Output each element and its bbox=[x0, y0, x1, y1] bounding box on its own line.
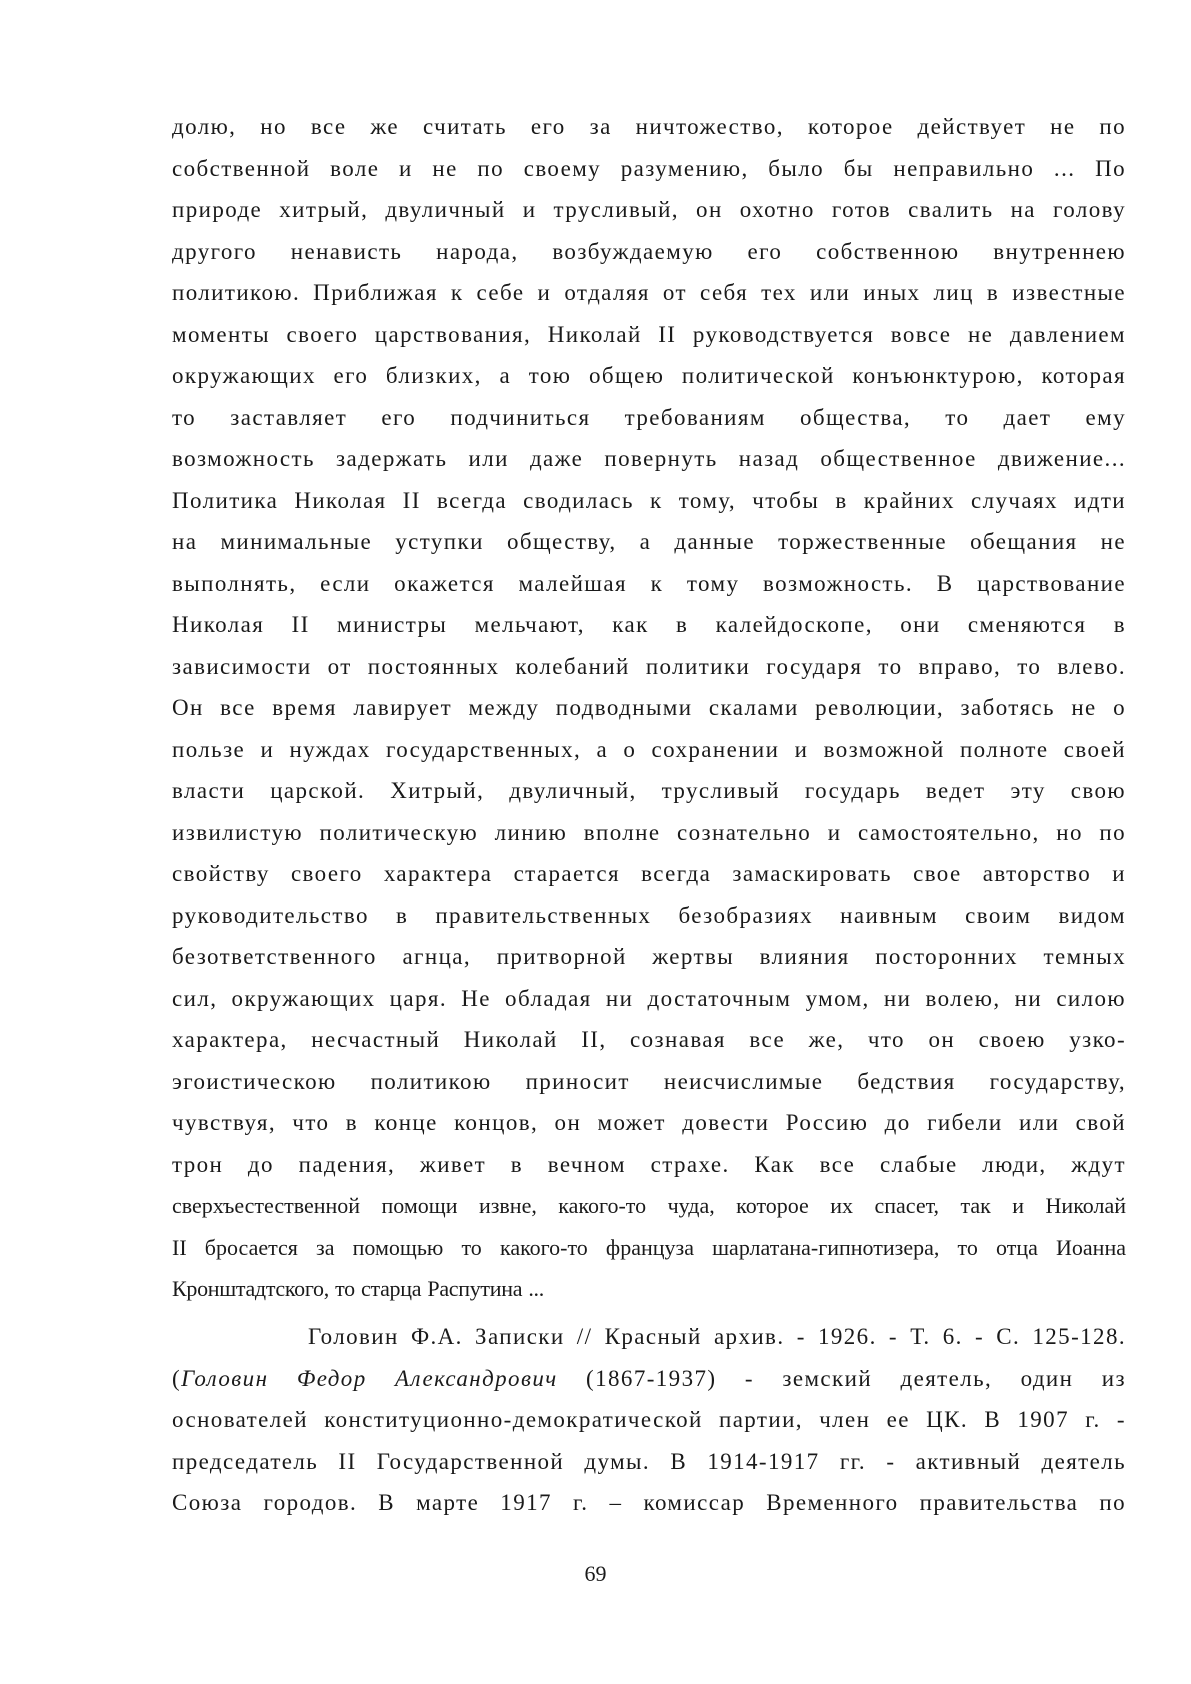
source-line: председатель II Государственной думы. В 1914-1917 гг. - активный деятель bbox=[172, 1448, 1126, 1474]
text-line: зависимости от постоянных колебаний политики государя то вправо, то влево. bbox=[172, 653, 1126, 679]
text-line: другого ненависть народа, возбуждаемую его собственною внутреннею bbox=[172, 238, 1126, 264]
source-citation: Головин Ф.А. Записки // Красный архив. - 1926. - Т. 6. - С. 125-128. bbox=[308, 1324, 1126, 1349]
main-text bbox=[172, 106, 1126, 1310]
text-line: Он все время лавирует между подводными скалами революции, заботясь не о bbox=[172, 695, 1126, 720]
text-line: II бросается за помощью то какого-то француза шарлатана-гипнотизера, то отца Иоанна bbox=[172, 1234, 1126, 1260]
source-note bbox=[172, 1316, 1126, 1524]
text-line: извилистую политическую линию вполне сознательно и самостоятельно, но по bbox=[172, 819, 1126, 845]
text-line: возможность задержать или даже повернуть назад общественное движение... bbox=[172, 446, 1126, 471]
text-line: пользе и нуждах государственных, а о сохранении и возможной полноте своей bbox=[172, 736, 1126, 762]
text-line: моменты своего царствования, Николай II руководствуется вовсе не давлением bbox=[172, 321, 1126, 347]
text-line: Политика Николая II всегда сводилась к тому, чтобы в крайних случаях идти bbox=[172, 487, 1126, 513]
text-line: руководительство в правительственных безобразиях наивным своим видом bbox=[172, 902, 1126, 928]
page-number: 69 bbox=[584, 1561, 607, 1586]
text-line: то заставляет его подчиниться требованиям общества, то дает ему bbox=[172, 404, 1126, 430]
text-line: собственной воле и не по своему разумению, было бы неправильно ... По bbox=[172, 155, 1126, 181]
text-line: эгоистическою политикою приносит неисчислимые бедствия государству, bbox=[172, 1068, 1126, 1094]
source-line: основателей конституционно-демократической партии, член ее ЦК. В 1907 г. - bbox=[172, 1407, 1126, 1432]
text-line: чувствуя, что в конце концов, он может довести Россию до гибели или свой bbox=[172, 1110, 1126, 1135]
text-line: характера, несчастный Николай II, сознавая все же, что он своею узко- bbox=[172, 1027, 1126, 1052]
text-line: власти царской. Хитрый, двуличный, трусливый государь ведет эту свою bbox=[172, 778, 1126, 803]
open-paren: ( bbox=[172, 1365, 182, 1391]
text-line: политикою. Приближая к себе и отдаляя от себя тех или иных лиц в известные bbox=[172, 280, 1126, 305]
text-line: Николая II министры мельчают, как в калейдоскопе, они сменяются в bbox=[172, 612, 1126, 637]
author-name: Головин Федор Александрович bbox=[181, 1365, 558, 1391]
text-line: природе хитрый, двуличный и трусливый, он охотно готов свалить на голову bbox=[172, 197, 1126, 222]
text-line: безответственного агнца, притворной жертвы влияния посторонних темных bbox=[172, 944, 1126, 969]
text-line: долю, но все же считать его за ничтожество, которое действует не по bbox=[172, 114, 1126, 139]
source-author-line bbox=[172, 1358, 1126, 1400]
text-line: свойству своего характера старается всегда замаскировать свое авторство и bbox=[172, 861, 1126, 886]
text-line: сил, окружающих царя. Не обладая ни достаточным умом, ни волею, ни силою bbox=[172, 985, 1126, 1011]
text-line: трон до падения, живет в вечном страхе. Как все слабые люди, ждут bbox=[172, 1151, 1126, 1177]
source-line: Союза городов. В марте 1917 г. – комиссар Временного правительства по bbox=[172, 1490, 1126, 1515]
text-line: окружающих его близких, а тою общею политической конъюнктурою, которая bbox=[172, 363, 1126, 388]
text-line-last: Кронштадтского, то старца Распутина ... bbox=[172, 1276, 544, 1301]
text-line: на минимальные уступки обществу, а данные торжественные обещания не bbox=[172, 529, 1126, 554]
text-line: сверхъестественной помощи извне, какого-то чуда, которое их спасет, так и Николай bbox=[172, 1193, 1126, 1218]
text-line: выполнять, если окажется малейшая к тому возможность. В царствование bbox=[172, 570, 1126, 596]
author-dates: (1867-1937) - земский деятель, один из bbox=[557, 1365, 1126, 1391]
